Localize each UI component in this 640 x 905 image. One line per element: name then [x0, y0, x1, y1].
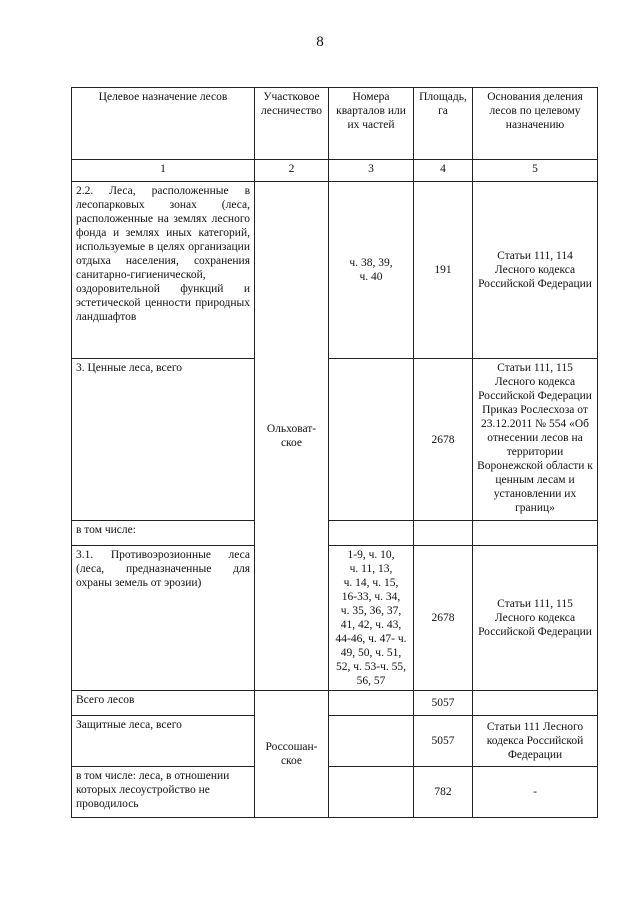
- basis-cell: Статьи 111, 115 Лесного кодекса Российской Федерации: [473, 546, 598, 691]
- table-row: [72, 546, 598, 691]
- header-row: [72, 88, 598, 160]
- table-row: [72, 716, 598, 767]
- quarters-cell: 1-9, ч. 10, ч. 11, 13, ч. 14, ч. 15, 16-33, ч. 34, ч. 35, 36, 37, 41, 42, ч. 43, 44-46, ч. 47- ч. 49, 50, ч. 51, 52, ч. 53-ч. 55, 56, 57: [329, 546, 414, 691]
- area-cell: [414, 521, 473, 546]
- quarters-cell: [329, 716, 414, 767]
- column-number: 2: [255, 160, 329, 182]
- purpose-cell: в том числе:: [72, 521, 255, 546]
- quarters-cell: ч. 38, 39, ч. 40: [329, 182, 414, 359]
- purpose-cell: Всего лесов: [72, 691, 255, 716]
- quarters-cell: [329, 521, 414, 546]
- area-cell: 2678: [414, 359, 473, 521]
- area-cell: 5057: [414, 691, 473, 716]
- forest-purpose-table: [71, 87, 598, 818]
- area-cell: 191: [414, 182, 473, 359]
- header-basis: Основания деления лесов по целевому назначению: [473, 88, 598, 160]
- basis-cell: Статьи 111, 115 Лесного кодекса Российской Федерации Приказ Рослесхоза от 23.12.2011 № 554 «Об отнесении лесов на территории Воронежской области к ценным лесам и установлении их границ»: [473, 359, 598, 521]
- purpose-cell: 2.2. Леса, расположенные в лесопарковых зонах (леса, расположенные на землях лесного фонда и землях иных категорий, используемые в целях организации отдыха населения, сохранения санитарно-гигиенической, оздоровительной функций и эстетической ценности природных ландшафтов: [72, 182, 255, 359]
- table-row: [72, 767, 598, 818]
- purpose-cell: 3.1. Противоэрозионные леса (леса, предназначенные для охраны земель от эрозии): [72, 546, 255, 691]
- column-number: 4: [414, 160, 473, 182]
- column-number: 1: [72, 160, 255, 182]
- column-number: 3: [329, 160, 414, 182]
- basis-cell: Статьи 111, 114 Лесного кодекса Российской Федерации: [473, 182, 598, 359]
- purpose-cell: в том числе: леса, в отношении которых лесоустройство не проводилось: [72, 767, 255, 818]
- basis-cell: [473, 691, 598, 716]
- table-row: [72, 359, 598, 521]
- column-numbers-row: [72, 160, 598, 182]
- area-cell: 5057: [414, 716, 473, 767]
- header-quarters: Номера кварталов или их частей: [329, 88, 414, 160]
- forestry-cell: Ольховат- ское: [255, 182, 329, 691]
- area-cell: 2678: [414, 546, 473, 691]
- table-row: [72, 521, 598, 546]
- purpose-cell: Защитные леса, всего: [72, 716, 255, 767]
- header-forestry: Участковое лесничество: [255, 88, 329, 160]
- basis-cell: [473, 521, 598, 546]
- table-row: [72, 182, 598, 359]
- area-cell: 782: [414, 767, 473, 818]
- table-row: [72, 691, 598, 716]
- basis-cell: Статьи 111 Лесного кодекса Российской Федерации: [473, 716, 598, 767]
- page-number: 8: [316, 34, 324, 50]
- header-purpose: Целевое назначение лесов: [72, 88, 255, 160]
- column-number: 5: [473, 160, 598, 182]
- quarters-cell: [329, 691, 414, 716]
- quarters-cell: [329, 767, 414, 818]
- forestry-cell: Россошан- ское: [255, 691, 329, 818]
- basis-cell: -: [473, 767, 598, 818]
- quarters-cell: [329, 359, 414, 521]
- purpose-cell: 3. Ценные леса, всего: [72, 359, 255, 521]
- header-area: Площадь, га: [414, 88, 473, 160]
